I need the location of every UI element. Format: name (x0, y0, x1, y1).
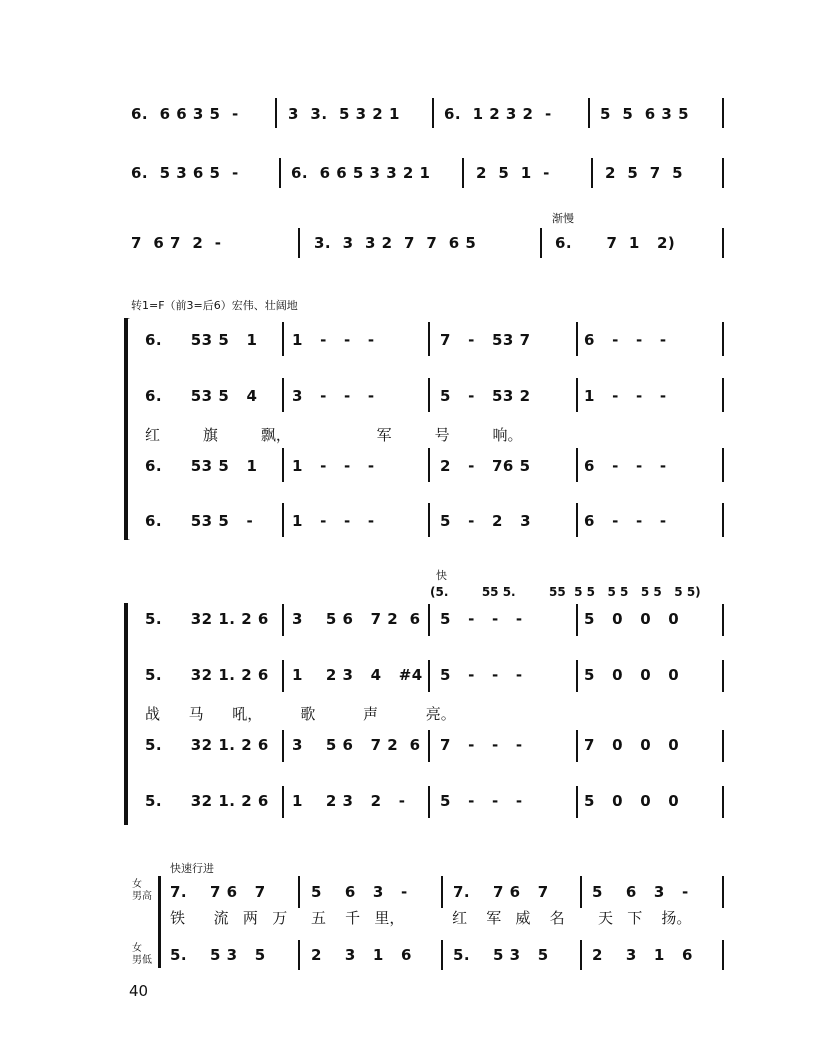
measure: 5. 5 3 5 (170, 946, 266, 964)
measure: 3 5 6 7 2 6 (292, 736, 421, 754)
page-number: 40 (129, 982, 149, 1000)
measure: 1 2 3 2 - (292, 792, 406, 810)
measure: 5 6 3 - (592, 883, 689, 901)
measure: 5. 5 3 5 (453, 946, 549, 964)
measure: 1 2 3 4 #4 (292, 666, 423, 684)
barline (722, 660, 724, 692)
barline (722, 604, 724, 636)
measure: 5. 32 1. 2 6 (145, 610, 269, 628)
barline (576, 322, 578, 356)
measure: 6. 6 6 3 5 - (131, 105, 239, 123)
measure: 6 - - - (584, 457, 667, 475)
barline (576, 448, 578, 482)
measure: 5 0 0 0 (584, 610, 680, 628)
measure: 6. 7 1 2) (555, 234, 676, 252)
barline (282, 786, 284, 818)
measure: 5 6 3 - (311, 883, 408, 901)
measure: 6. 1 2 3 2 - (444, 105, 552, 123)
measure: 2 3 1 6 (592, 946, 693, 964)
measure: 5. 32 1. 2 6 (145, 736, 269, 754)
measure: 6 - - - (584, 331, 667, 349)
measure: 5 0 0 0 (584, 792, 680, 810)
measure: 5 - 53 2 (440, 387, 531, 405)
measure: 7 0 0 0 (584, 736, 680, 754)
barline (722, 940, 724, 970)
barline (722, 228, 724, 258)
system-bracket (124, 603, 136, 825)
barline (432, 98, 434, 128)
barline (722, 98, 724, 128)
barline (428, 660, 430, 692)
barline (722, 786, 724, 818)
measure: 6. 6 6 5 3 3 2 1 (291, 164, 431, 182)
barline (298, 876, 300, 908)
barline (576, 604, 578, 636)
barline (279, 158, 281, 188)
lyrics-line: 战 马 吼， 歌 声 亮。 (145, 705, 456, 723)
measure: 1 - - - (292, 457, 375, 475)
measure: 7. 7 6 7 (453, 883, 549, 901)
barline (722, 730, 724, 762)
barline (441, 940, 443, 970)
measure: 6. 53 5 - (145, 512, 254, 530)
measure: 7 6 7 2 - (131, 234, 222, 252)
measure: 5 5 6 3 5 (600, 105, 690, 123)
barline (428, 322, 430, 356)
measure: 5 - 2 3 (440, 512, 532, 530)
measure: 7. 7 6 7 (170, 883, 266, 901)
lyrics-line: 铁 流 两 万 五 千 里， 红 军 威 名 天 下 扬。 (170, 909, 692, 927)
barline (275, 98, 277, 128)
barline (282, 322, 284, 356)
system-bracket (124, 318, 136, 540)
measure: 2 3 1 6 (311, 946, 412, 964)
barline (576, 378, 578, 412)
measure: 5 0 0 0 (584, 666, 680, 684)
barline (428, 503, 430, 537)
barline (540, 228, 542, 258)
barline (580, 876, 582, 908)
measure: 5. 32 1. 2 6 (145, 792, 269, 810)
barline (722, 158, 724, 188)
barline (282, 503, 284, 537)
barline (722, 322, 724, 356)
barline (591, 158, 593, 188)
measure: 6 - - - (584, 512, 667, 530)
measure: 7 - 53 7 (440, 331, 531, 349)
barline (282, 604, 284, 636)
barline (428, 448, 430, 482)
measure: 5 - - - (440, 792, 523, 810)
barline (576, 786, 578, 818)
tempo-mark: 快 (436, 569, 447, 582)
measure: 6. 53 5 1 (145, 457, 258, 475)
barline (576, 730, 578, 762)
voice-label: 女 男高 (132, 879, 152, 902)
barline (576, 503, 578, 537)
measure: 5 - - - (440, 610, 523, 628)
measure: 3. 3 3 2 7 7 6 5 (314, 234, 477, 252)
measure: 7 - - - (440, 736, 523, 754)
barline (441, 876, 443, 908)
measure: 1 - - - (292, 512, 375, 530)
measure: 6. 5 3 6 5 - (131, 164, 239, 182)
measure: 2 5 7 5 (605, 164, 684, 182)
barline (298, 228, 300, 258)
tempo-mark: 快速行进 (170, 862, 214, 875)
measure: 6. 53 5 4 (145, 387, 258, 405)
barline (462, 158, 464, 188)
barline (722, 378, 724, 412)
measure: 6. 53 5 1 (145, 331, 258, 349)
measure: 5. 32 1. 2 6 (145, 666, 269, 684)
measure: 3 - - - (292, 387, 375, 405)
measure: 1 - - - (584, 387, 667, 405)
barline (282, 448, 284, 482)
voice-label: 女 男低 (132, 943, 152, 966)
intro-line: (5. 55 5. 55 5 5 5 5 5 5 5 5) (430, 585, 701, 599)
barline (722, 503, 724, 537)
barline (428, 730, 430, 762)
barline (282, 378, 284, 412)
measure: 1 - - - (292, 331, 375, 349)
barline (428, 378, 430, 412)
barline (282, 730, 284, 762)
barline (580, 940, 582, 970)
measure: 3 3. 5 3 2 1 (288, 105, 400, 123)
barline (428, 604, 430, 636)
barline (428, 786, 430, 818)
barline (298, 940, 300, 970)
key-change-mark: 转1=F（前3=后6）宏伟、壮阔地 (131, 299, 298, 312)
lyrics-line: 红 旗 飘， 军 号 响。 (145, 426, 523, 444)
barline (722, 876, 724, 908)
barline (722, 448, 724, 482)
tempo-mark: 渐慢 (552, 212, 574, 225)
barline (588, 98, 590, 128)
measure: 2 - 76 5 (440, 457, 531, 475)
system-bracket (158, 876, 166, 968)
measure: 2 5 1 - (476, 164, 550, 182)
barline (282, 660, 284, 692)
barline (576, 660, 578, 692)
measure: 5 - - - (440, 666, 523, 684)
measure: 3 5 6 7 2 6 (292, 610, 421, 628)
